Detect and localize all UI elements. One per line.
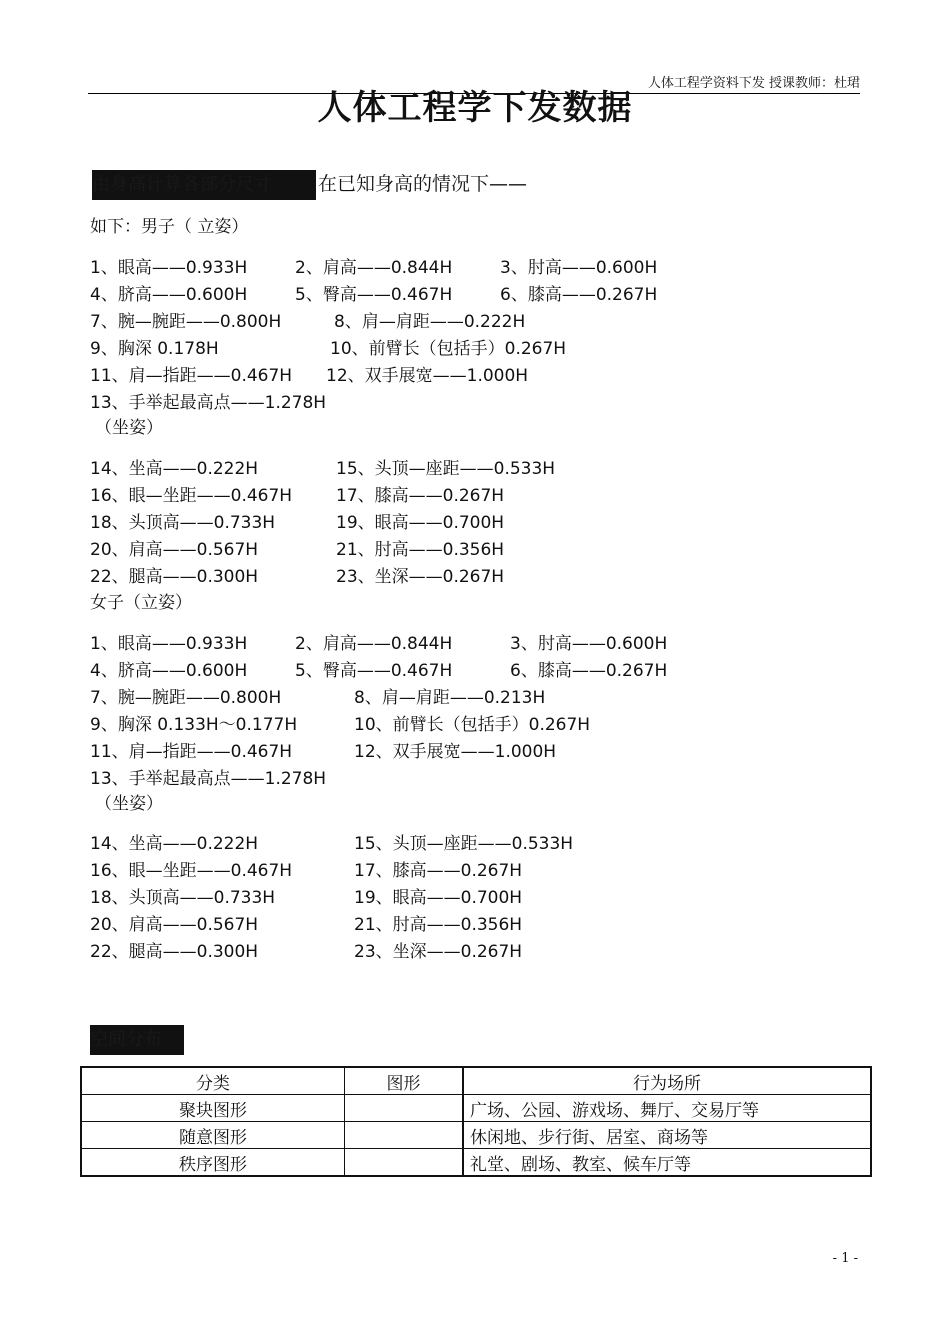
measurement-item: 17、膝高——0.267H	[354, 861, 523, 881]
measurement-item: 2、肩高——0.844H	[295, 258, 453, 278]
space-section-heading: 空间分布	[90, 1025, 184, 1055]
table-header-cell: 图形	[345, 1067, 464, 1095]
measurement-item: 5、臀高——0.467H	[295, 285, 453, 305]
measurement-item: 16、眼—坐距——0.467H	[90, 486, 293, 506]
measurement-item: 15、头顶—座距——0.533H	[354, 834, 574, 854]
document-title: 人体工程学下发数据	[317, 88, 633, 128]
table-header-cell: 行为场所	[463, 1067, 871, 1095]
measurement-item: 19、眼高——0.700H	[354, 888, 523, 908]
measurement-item: 6、膝高——0.267H	[510, 661, 668, 681]
table-cell: 广场、公园、游戏场、舞厅、交易厅等	[463, 1095, 871, 1122]
measurement-item: 12、双手展宽——1.000H	[326, 366, 529, 386]
measurement-item: 9、胸深 0.133H～0.177H	[90, 715, 298, 735]
measurement-item: 7、腕—腕距——0.800H	[90, 688, 282, 708]
measurement-item: 4、脐高——0.600H	[90, 661, 248, 681]
measurement-item: 8、肩—肩距——0.213H	[354, 688, 546, 708]
measurement-item: 4、脐高——0.600H	[90, 285, 248, 305]
section-label-female-sitting: （坐姿）	[95, 794, 163, 814]
measurement-item: 21、肘高——0.356H	[354, 915, 523, 935]
measurement-item: 10、前臂长（包括手）0.267H	[330, 339, 567, 359]
measurement-item: 11、肩—指距——0.467H	[90, 742, 293, 762]
table-cell	[345, 1122, 464, 1149]
table-row	[81, 1149, 871, 1177]
table-header-cell: 分类	[81, 1067, 345, 1095]
table-row	[81, 1122, 871, 1149]
measurement-item: 3、肘高——0.600H	[510, 634, 668, 654]
measurement-item: 10、前臂长（包括手）0.267H	[354, 715, 591, 735]
table-row	[81, 1095, 871, 1122]
table-cell: 休闲地、步行街、居室、商场等	[463, 1122, 871, 1149]
measurement-item: 8、肩—肩距——0.222H	[334, 312, 526, 332]
intro-line	[92, 169, 527, 200]
table-cell: 聚块图形	[81, 1095, 345, 1122]
measurement-item: 14、坐高——0.222H	[90, 459, 259, 479]
measurement-item: 21、肘高——0.356H	[336, 540, 505, 560]
table-cell	[345, 1095, 464, 1122]
measurement-item: 14、坐高——0.222H	[90, 834, 259, 854]
measurement-item: 23、坐深——0.267H	[354, 942, 523, 962]
page-header: 人体工程学资料下发 授课教师：杜珺	[647, 76, 860, 91]
page-number: - 1 -	[832, 1251, 858, 1266]
intro-highlight: 由身高计算各部分尺寸	[92, 170, 316, 200]
measurement-item: 18、头顶高——0.733H	[90, 888, 276, 908]
measurement-item: 6、膝高——0.267H	[500, 285, 658, 305]
measurement-item: 1、眼高——0.933H	[90, 634, 248, 654]
measurement-item: 13、手举起最高点——1.278H	[90, 769, 327, 789]
table-cell: 随意图形	[81, 1122, 345, 1149]
measurement-item: 15、头顶—座距——0.533H	[336, 459, 556, 479]
section-label-male-sitting: （坐姿）	[95, 418, 163, 438]
measurement-item: 7、腕—腕距——0.800H	[90, 312, 282, 332]
measurement-item: 22、腿高——0.300H	[90, 567, 259, 587]
measurement-item: 13、手举起最高点——1.278H	[90, 393, 327, 413]
measurement-item: 23、坐深——0.267H	[336, 567, 505, 587]
table-cell: 秩序图形	[81, 1149, 345, 1177]
measurement-item: 22、腿高——0.300H	[90, 942, 259, 962]
measurement-item: 11、肩—指距——0.467H	[90, 366, 293, 386]
section-label-female-standing: 女子（立姿）	[90, 593, 192, 613]
measurement-item: 20、肩高——0.567H	[90, 915, 259, 935]
table-header-row	[81, 1067, 871, 1095]
table-cell: 礼堂、剧场、教室、候车厅等	[463, 1149, 871, 1177]
measurement-item: 16、眼—坐距——0.467H	[90, 861, 293, 881]
measurement-item: 18、头顶高——0.733H	[90, 513, 276, 533]
space-distribution-table	[80, 1066, 872, 1177]
measurement-item: 9、胸深 0.178H	[90, 339, 219, 359]
measurement-item: 3、肘高——0.600H	[500, 258, 658, 278]
measurement-item: 17、膝高——0.267H	[336, 486, 505, 506]
measurement-item: 20、肩高——0.567H	[90, 540, 259, 560]
measurement-item: 19、眼高——0.700H	[336, 513, 505, 533]
measurement-item: 5、臀高——0.467H	[295, 661, 453, 681]
intro-text: 在已知身高的情况下——	[318, 173, 528, 195]
measurement-item: 2、肩高——0.844H	[295, 634, 453, 654]
section-label-male-standing: 如下：男子（ 立姿）	[90, 217, 249, 237]
table-cell	[345, 1149, 464, 1177]
measurement-item: 1、眼高——0.933H	[90, 258, 248, 278]
measurement-item: 12、双手展宽——1.000H	[354, 742, 557, 762]
